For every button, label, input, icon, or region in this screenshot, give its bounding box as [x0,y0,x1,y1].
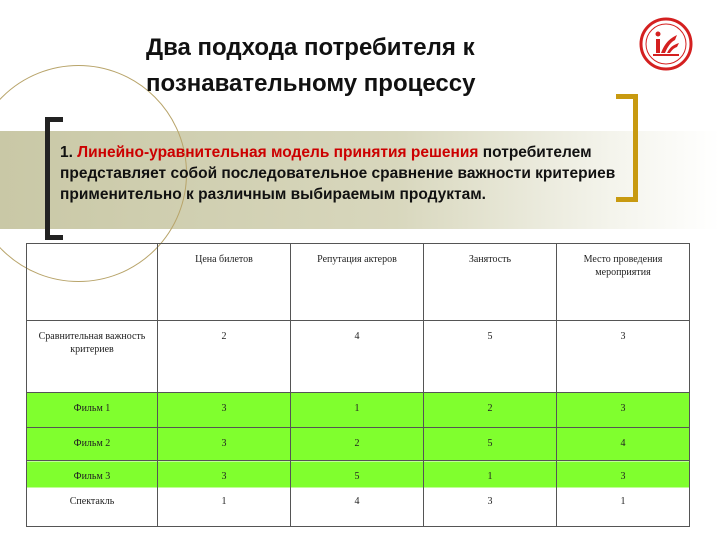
table-cell: 4 [557,428,690,461]
cell-line: 1 [221,496,227,507]
table-header-cell: Занятость [424,244,557,321]
cell-line: 3 [487,496,493,507]
table-cell [424,461,557,527]
table-cell [158,461,291,527]
table-row-importance [27,321,690,393]
table-header-cell: Репутация актеров [291,244,424,321]
table-cell [291,461,424,527]
table-row-merged [27,461,690,527]
criteria-table [26,243,690,527]
table-cell: 5 [424,321,557,393]
cell-line: 1 [620,496,626,507]
table-cell: 1 [291,393,424,428]
table-cell: 5 [424,428,557,461]
body-paragraph [60,142,630,205]
university-emblem-icon [639,17,693,71]
table-row [27,428,690,461]
table-cell: 2 [291,428,424,461]
body-number: 1. [60,144,73,161]
table-row [27,393,690,428]
table-cell [557,461,690,527]
table-cell: 3 [557,393,690,428]
body-highlight: Линейно-уравнительная модель принятия решения [77,144,479,161]
table-cell: 4 [291,321,424,393]
table-cell: 3 [557,321,690,393]
cell-line: 1 [487,471,493,482]
table-cell: Фильм 2 [27,428,158,461]
cell-line: Фильм 3 [73,471,111,482]
table-cell: Фильм 1 [27,393,158,428]
cell-line: 4 [354,496,360,507]
body-rest: потребителем представляет собой последовательное сравнение важности критериев применительно к различным выбираемым продуктам. [60,144,616,203]
cell-line: 3 [620,471,626,482]
table-cell: 2 [424,393,557,428]
cell-line: 5 [354,471,360,482]
table-header-cell [27,244,158,321]
table-cell [27,461,158,527]
table-header-row [27,244,690,321]
table-cell: Сравнительная важность критериев [27,321,158,393]
table-cell: 3 [158,393,291,428]
table-header-cell: Место проведения мероприятия [557,244,690,321]
table-cell: 3 [158,428,291,461]
cell-line: 3 [221,471,227,482]
table-header-cell: Цена билетов [158,244,291,321]
table-cell: 2 [158,321,291,393]
slide-title: Два подхода потребителя к познавательному процессу [146,34,476,97]
cell-line: Спектакль [69,496,115,507]
